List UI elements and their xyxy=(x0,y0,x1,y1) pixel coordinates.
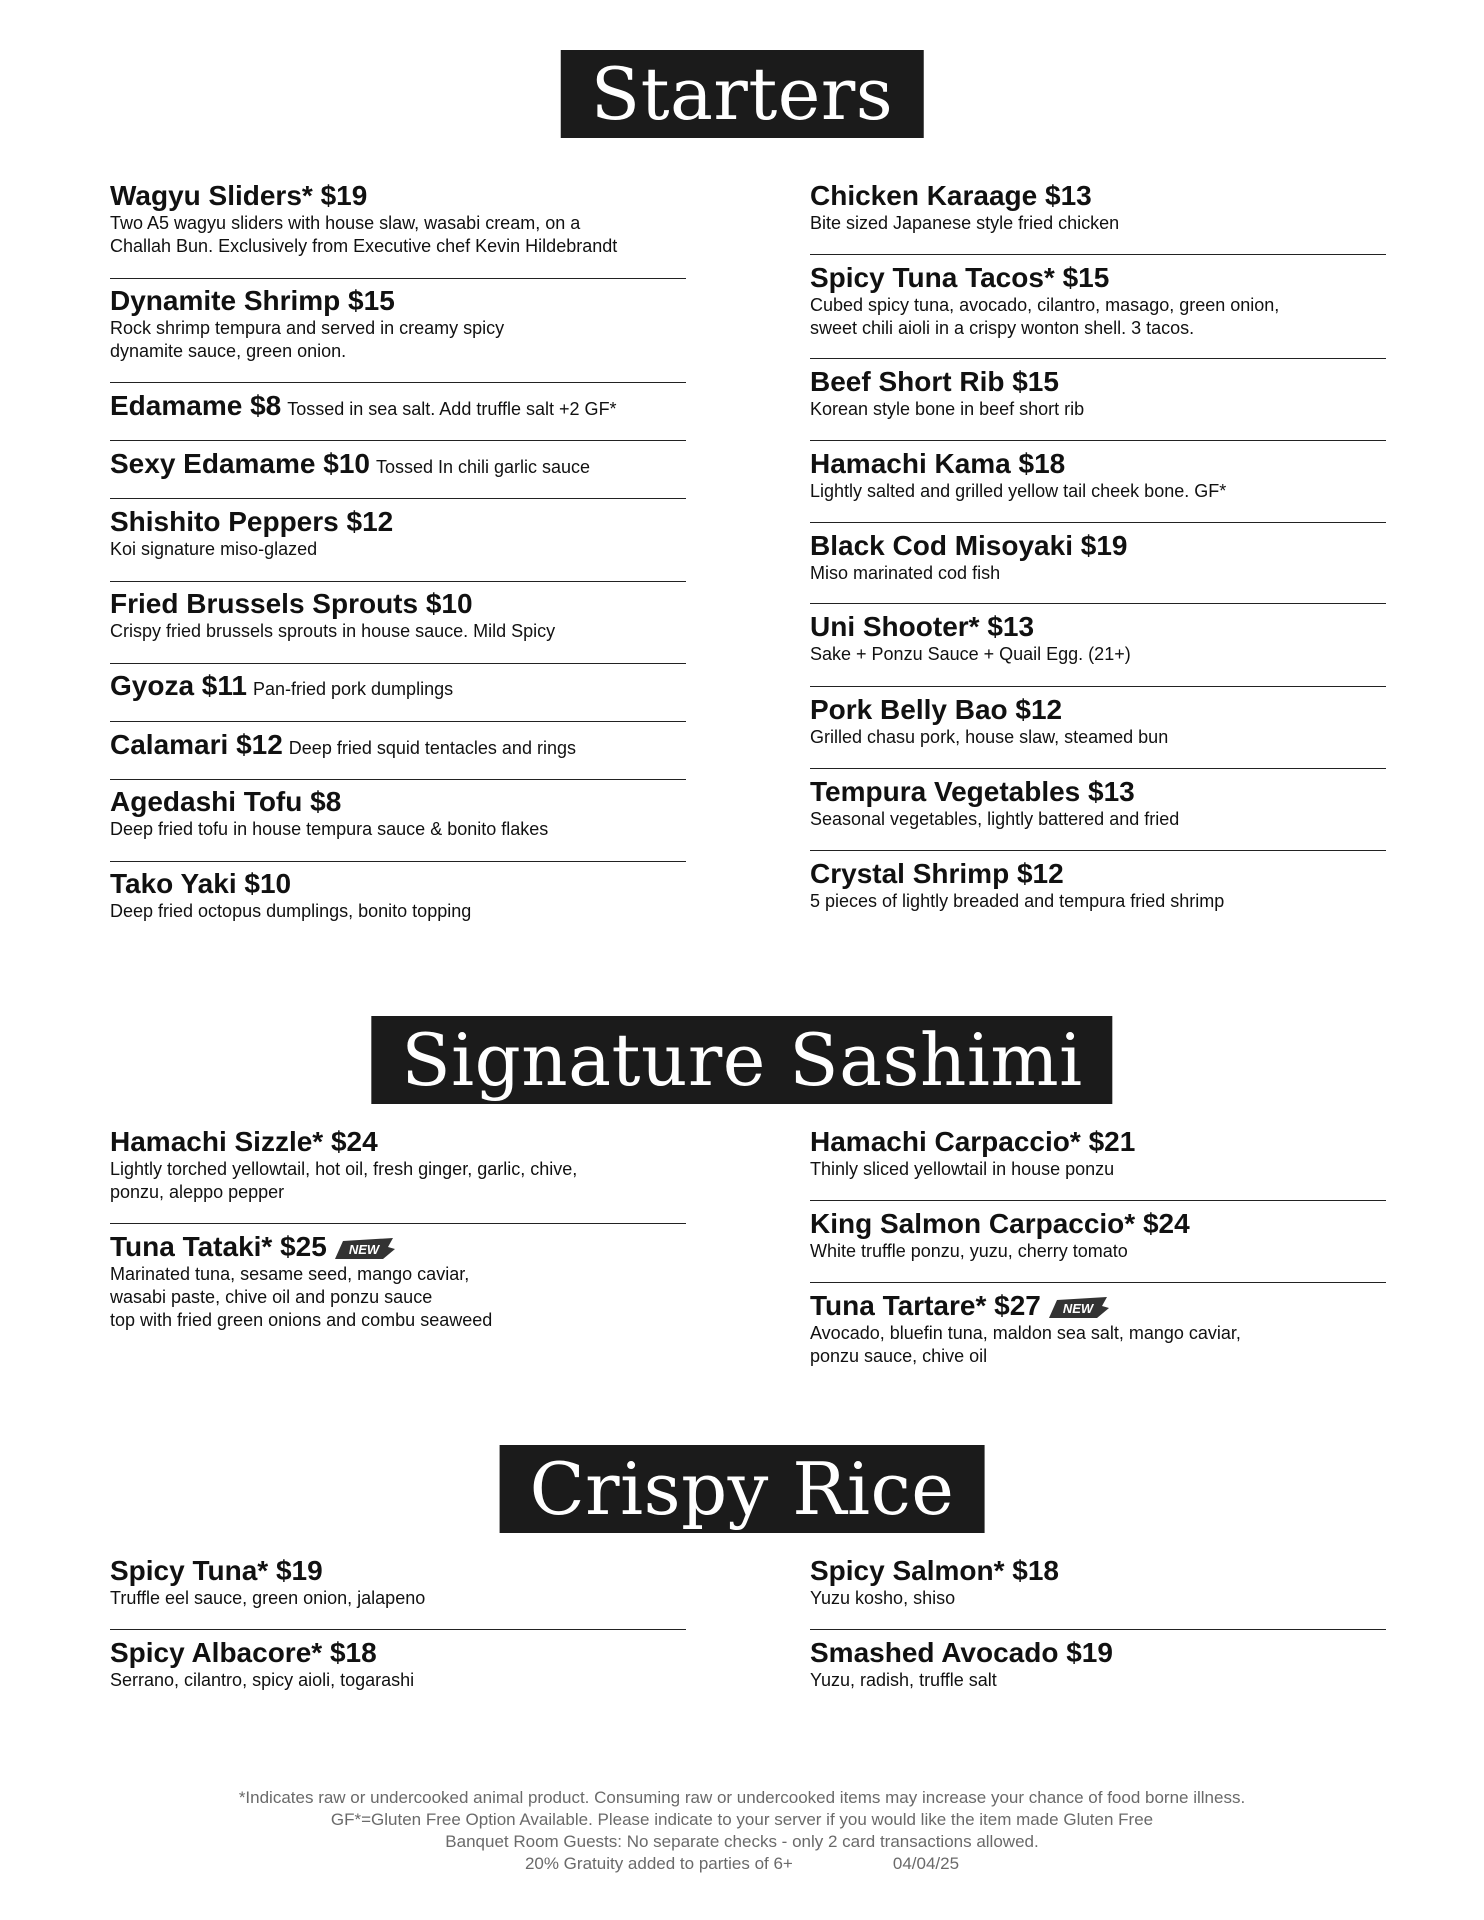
item-desc: Tossed in sea salt. Add truffle salt +2 GF* xyxy=(287,399,617,419)
item-name: Black Cod Misoyaki $19 xyxy=(810,530,1128,561)
item-name: Spicy Salmon* $18 xyxy=(810,1555,1060,1586)
menu-item xyxy=(810,1290,1386,1380)
menu-item xyxy=(110,1126,686,1224)
menu-item xyxy=(110,285,686,383)
menu-item xyxy=(810,1637,1386,1697)
menu-item xyxy=(810,448,1386,523)
footer-gluten-note: GF*=Gluten Free Option Available. Please indicate to your server if you would like the item made Gluten Free xyxy=(330,1810,1154,1829)
item-desc: Grilled chasu pork, house slaw, steamed bun xyxy=(810,727,1169,747)
menu-item xyxy=(110,786,686,862)
item-name: Spicy Albacore* $18 xyxy=(110,1637,377,1668)
item-name: Beef Short Rib $15 xyxy=(810,366,1059,397)
item-name: Chicken Karaage $13 xyxy=(810,180,1092,211)
menu-item xyxy=(110,588,686,664)
item-name: Tuna Tataki* $25 xyxy=(110,1231,327,1262)
item-name: Calamari $12 xyxy=(110,729,283,760)
item-name: Uni Shooter* $13 xyxy=(810,611,1035,642)
item-desc: dynamite sauce, green onion. xyxy=(110,341,347,361)
item-desc: White truffle ponzu, yuzu, cherry tomato xyxy=(810,1241,1128,1261)
item-desc: Cubed spicy tuna, avocado, cilantro, masago, green onion, xyxy=(810,295,1280,315)
item-name: Tuna Tartare* $27 xyxy=(810,1290,1041,1321)
menu-item xyxy=(110,670,686,722)
item-desc: Pan-fried pork dumplings xyxy=(252,679,454,699)
footer-gratuity: 20% Gratuity added to parties of 6+ xyxy=(524,1854,793,1873)
menu-item xyxy=(810,180,1386,255)
item-name: Fried Brussels Sprouts $10 xyxy=(110,588,473,619)
section-title-crispy-rice: Crispy Rice xyxy=(500,1445,985,1533)
item-desc: sweet chili aioli in a crispy wonton shell. 3 tacos. xyxy=(810,318,1195,338)
section-title-starters: Starters xyxy=(561,50,924,138)
footer-raw-warning: *Indicates raw or undercooked animal product. Consuming raw or undercooked items may increase your chance of food borne illness. xyxy=(238,1788,1246,1807)
menu-item xyxy=(810,366,1386,441)
menu-item xyxy=(110,1231,686,1341)
new-badge-icon xyxy=(1047,1294,1111,1322)
item-desc: Koi signature miso-glazed xyxy=(110,539,318,559)
menu-item xyxy=(110,1637,686,1697)
new-badge-icon xyxy=(333,1235,397,1263)
menu-item xyxy=(810,858,1386,918)
footer-disclaimer xyxy=(0,1787,1484,1875)
menu-item xyxy=(110,868,686,928)
item-name: Pork Belly Bao $12 xyxy=(810,694,1063,725)
item-name: Agedashi Tofu $8 xyxy=(110,786,342,817)
item-desc: Seasonal vegetables, lightly battered and fried xyxy=(810,809,1180,829)
item-name: Crystal Shrimp $12 xyxy=(810,858,1064,889)
footer-banquet-note: Banquet Room Guests: No separate checks - only 2 card transactions allowed. xyxy=(445,1832,1039,1851)
menu-item xyxy=(110,1555,686,1630)
item-desc: Challah Bun. Exclusively from Executive chef Kevin Hildebrandt xyxy=(110,236,618,256)
item-name: Dynamite Shrimp $15 xyxy=(110,285,395,316)
item-name: Spicy Tuna* $19 xyxy=(110,1555,323,1586)
menu-item xyxy=(110,180,686,279)
footer-date: 04/04/25 xyxy=(892,1854,960,1873)
item-desc: Yuzu, radish, truffle salt xyxy=(810,1670,997,1690)
item-name: Wagyu Sliders* $19 xyxy=(110,180,368,211)
menu-item xyxy=(810,611,1386,687)
item-desc: Serrano, cilantro, spicy aioli, togarashi xyxy=(110,1670,415,1690)
svg-text:NEW: NEW xyxy=(348,1241,379,1257)
menu-item xyxy=(110,729,686,780)
item-desc: Yuzu kosho, shiso xyxy=(810,1588,956,1608)
menu-item xyxy=(810,262,1386,359)
item-name: Edamame $8 xyxy=(110,390,282,421)
item-desc: top with fried green onions and combu seaweed xyxy=(110,1310,493,1330)
menu-item xyxy=(810,1208,1386,1283)
item-desc: Sake + Ponzu Sauce + Quail Egg. (21+) xyxy=(810,644,1131,664)
item-desc: Marinated tuna, sesame seed, mango caviar, xyxy=(110,1264,470,1284)
item-desc: Two A5 wagyu sliders with house slaw, wasabi cream, on a xyxy=(110,213,581,233)
footer-gratuity-line xyxy=(0,1853,1484,1875)
item-name: Hamachi Kama $18 xyxy=(810,448,1066,479)
item-desc: Tossed In chili garlic sauce xyxy=(375,457,591,477)
item-desc: Avocado, bluefin tuna, maldon sea salt, mango caviar, xyxy=(810,1323,1241,1343)
menu-item xyxy=(110,448,686,499)
item-name: Sexy Edamame $10 xyxy=(110,448,370,479)
item-desc: wasabi paste, chive oil and ponzu sauce xyxy=(110,1287,433,1307)
menu-item xyxy=(110,506,686,582)
menu-item xyxy=(810,776,1386,851)
menu-item xyxy=(810,530,1386,604)
item-name: Gyoza $11 xyxy=(110,670,247,701)
item-desc: Crispy fried brussels sprouts in house sauce. Mild Spicy xyxy=(110,621,556,641)
item-desc: ponzu, aleppo pepper xyxy=(110,1182,285,1202)
item-name: Tempura Vegetables $13 xyxy=(810,776,1135,807)
item-desc: Lightly salted and grilled yellow tail cheek bone. GF* xyxy=(810,481,1227,501)
menu-item xyxy=(810,694,1386,769)
item-name: Spicy Tuna Tacos* $15 xyxy=(810,262,1110,293)
item-desc: Deep fried octopus dumplings, bonito topping xyxy=(110,901,472,921)
item-desc: Korean style bone in beef short rib xyxy=(810,399,1085,419)
item-name: King Salmon Carpaccio* $24 xyxy=(810,1208,1190,1239)
item-desc: Deep fried squid tentacles and rings xyxy=(288,738,576,758)
section-title-sashimi: Signature Sashimi xyxy=(371,1016,1112,1104)
menu-item xyxy=(810,1126,1386,1201)
item-name: Shishito Peppers $12 xyxy=(110,506,394,537)
item-name: Smashed Avocado $19 xyxy=(810,1637,1113,1668)
item-name: Tako Yaki $10 xyxy=(110,868,292,899)
item-desc: Deep fried tofu in house tempura sauce & bonito flakes xyxy=(110,819,549,839)
item-desc: 5 pieces of lightly breaded and tempura fried shrimp xyxy=(810,891,1225,911)
menu-item xyxy=(110,390,686,441)
item-name: Hamachi Carpaccio* $21 xyxy=(810,1126,1136,1157)
item-desc: Bite sized Japanese style fried chicken xyxy=(810,213,1120,233)
item-desc: Lightly torched yellowtail, hot oil, fresh ginger, garlic, chive, xyxy=(110,1159,578,1179)
item-desc: ponzu sauce, chive oil xyxy=(810,1346,988,1366)
svg-text:NEW: NEW xyxy=(1062,1300,1094,1316)
item-name: Hamachi Sizzle* $24 xyxy=(110,1126,378,1157)
item-desc: Miso marinated cod fish xyxy=(810,563,1001,583)
item-desc: Truffle eel sauce, green onion, jalapeno xyxy=(110,1588,426,1608)
menu-item xyxy=(810,1555,1386,1630)
item-desc: Thinly sliced yellowtail in house ponzu xyxy=(810,1159,1115,1179)
item-desc: Rock shrimp tempura and served in creamy spicy xyxy=(110,318,505,338)
